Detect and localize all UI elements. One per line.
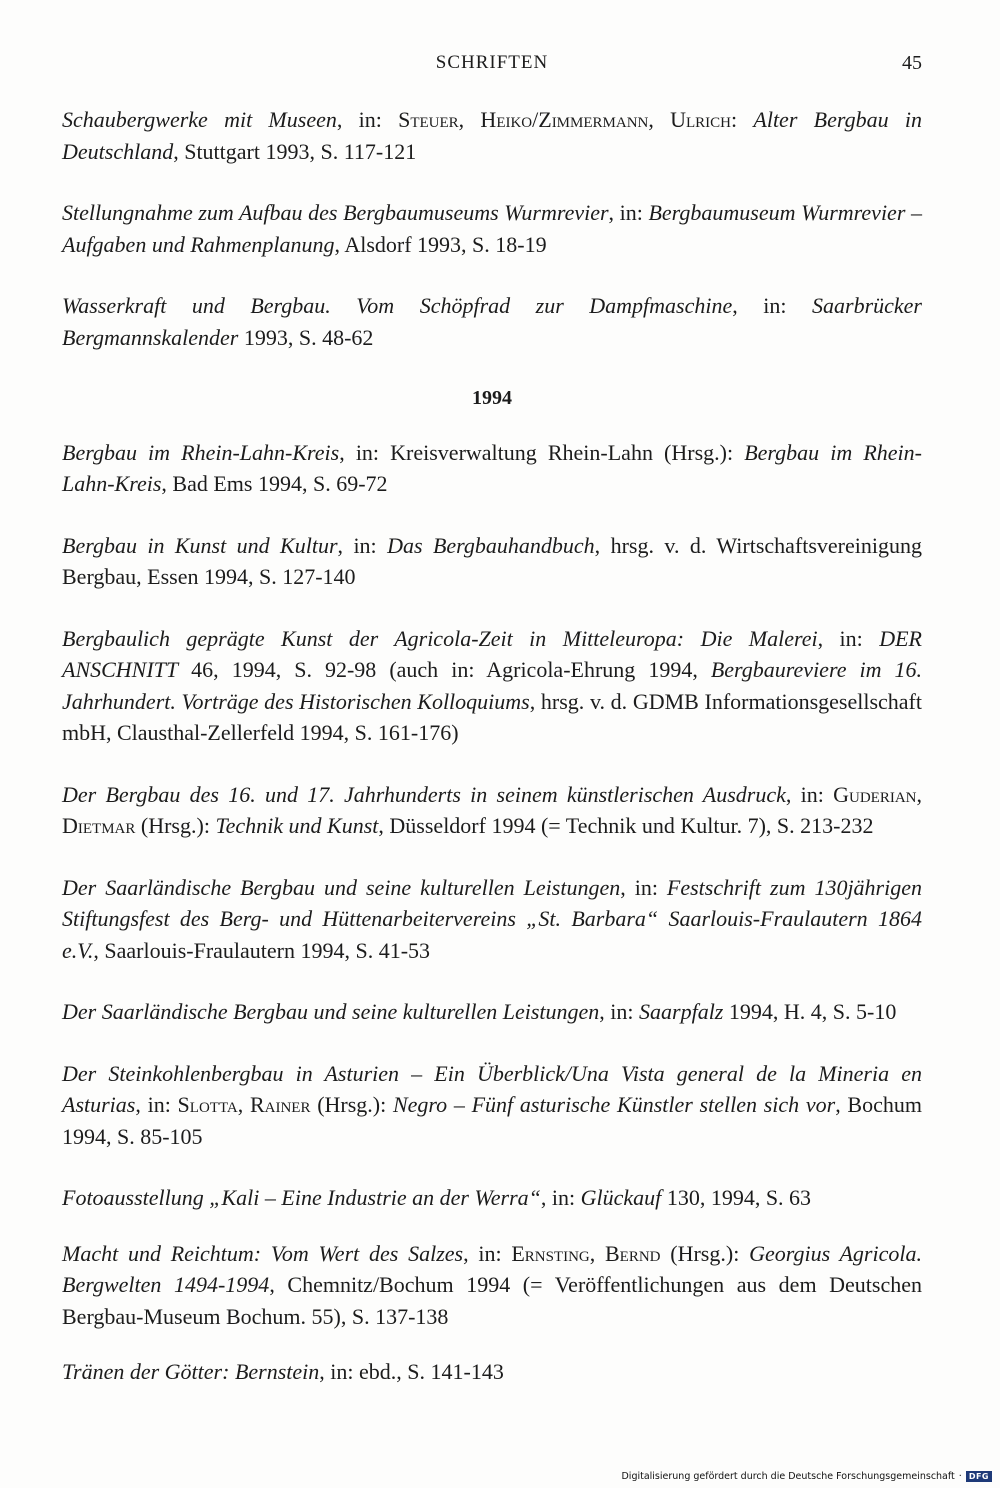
publication-title: Negro – Fünf asturische Künstler stellen sich vor — [392, 1092, 836, 1117]
entry-title: Tränen der Götter: Bernstein — [62, 1359, 320, 1384]
entry-text: , Alsdorf 1993, S. 18-19 — [334, 231, 547, 257]
digitization-footer: Digitalisierung gefördert durch die Deutsche Forschungsgemeinschaft · DFG — [621, 1471, 992, 1482]
author-name: Ernsting, Bernd — [511, 1240, 661, 1266]
publication-title: Alter Bergbau in Deutschland — [62, 107, 922, 164]
bibliography-entry — [62, 104, 922, 167]
entry-title: Schaubergwerke mit Museen — [62, 107, 337, 132]
running-head: SCHRIFTEN — [435, 52, 549, 73]
bibliography-entry — [62, 1356, 922, 1388]
entry-text: (Hrsg.): — [660, 1240, 750, 1266]
bibliography-entry — [62, 1182, 922, 1214]
entry-text: 46, 1994, S. 92-98 (auch in: Agricola-Ehrung 1994, — [178, 657, 711, 682]
bibliography-entry — [62, 290, 922, 353]
bibliography-entry — [62, 1058, 922, 1153]
page-number: 45 — [902, 52, 922, 74]
entry-title: Bergbau in Kunst und Kultur — [62, 532, 338, 558]
entry-text: , in: — [608, 200, 649, 225]
bibliography-content — [62, 104, 922, 1418]
entry-title: Bergbaulich geprägte Kunst der Agricola-Zeit in Mitteleuropa: Die Malerei — [62, 625, 818, 651]
entry-title: Stellungnahme zum Aufbau des Bergbaumuseums Wurmrevier — [62, 200, 609, 225]
entry-text: , Chemnitz/Bochum 1994 (= Veröffentlichungen aus dem Deutschen Bergbau-Museum Bochum. 55), S. 137-138 — [62, 1272, 923, 1329]
entry-text: , in: — [336, 107, 399, 132]
publication-title: Technik und Kunst — [215, 813, 379, 838]
entry-text: , in: — [599, 999, 640, 1024]
entry-title: Der Saarländische Bergbau und seine kulturellen Leistungen — [62, 999, 600, 1024]
entry-text: , in: Kreisverwaltung Rhein-Lahn (Hrsg.): — [339, 439, 745, 465]
entry-text: , in: — [540, 1185, 581, 1210]
entry-text: , Saarlouis-Fraulautern 1994, S. 41-53 — [93, 937, 431, 963]
dfg-logo-icon: DFG — [966, 1471, 992, 1482]
footer-text: Digitalisierung gefördert durch die Deutsche Forschungsgemeinschaft — [621, 1471, 955, 1482]
entry-text: (Hrsg.): — [135, 813, 216, 838]
entry-title: Macht und Reichtum: Vom Wert des Salzes — [62, 1240, 464, 1266]
entry-text: 1993, S. 48-62 — [238, 324, 374, 350]
entry-text: , in: — [135, 1092, 178, 1117]
entry-title: Bergbau im Rhein-Lahn-Kreis — [62, 439, 340, 465]
bibliography-entry — [62, 197, 922, 260]
entry-text: , in: — [817, 625, 880, 651]
bibliography-entry — [62, 530, 922, 593]
entry-text: , in: — [620, 874, 667, 900]
entry-text: : — [731, 107, 754, 132]
bibliography-entry — [62, 872, 922, 967]
entry-text: , in: — [732, 293, 813, 318]
entry-text: , in: ebd., S. 141-143 — [319, 1359, 504, 1384]
publication-title: Glückauf — [580, 1185, 662, 1210]
author-name: Guderian, Dietmar — [62, 781, 922, 838]
entry-text: 130, 1994, S. 63 — [661, 1185, 812, 1210]
publication-title: Saarpfalz — [639, 999, 724, 1024]
bibliography-entry — [62, 1238, 922, 1333]
entry-text: , in: — [785, 781, 834, 807]
publication-title: Saarbrücker Bergmannskalender — [62, 293, 922, 350]
entry-text: (Hrsg.): — [310, 1092, 393, 1117]
publication-title: Festschrift zum 130jährigen Stiftungsfest des Berg- und Hüttenarbeitervereins „St. Barbara“ Saarlouis-Fraulautern 1864 e.V. — [62, 874, 922, 963]
entry-text: , Bad Ems 1994, S. 69-72 — [161, 471, 388, 496]
page-header — [62, 52, 922, 82]
entry-title: Der Bergbau des 16. und 17. Jahrhunderts in seinem künstlerischen Ausdruck — [62, 781, 786, 807]
entry-text: , Düsseldorf 1994 (= Technik und Kultur. 7), S. 213-232 — [378, 813, 874, 838]
entry-text: , in: — [337, 532, 388, 558]
bibliography-entry — [62, 779, 922, 842]
bibliography-entry — [62, 996, 922, 1028]
entry-text: , Bochum 1994, S. 85-105 — [62, 1092, 922, 1149]
entry-text: , in: — [463, 1240, 512, 1266]
author-name: Slotta, Rainer — [177, 1092, 311, 1117]
publication-title: Bergbaumuseum Wurmrevier – Aufgaben und Rahmenplanung — [62, 200, 922, 257]
publication-title: Georgius Agricola. Bergwelten 1494-1994 — [62, 1240, 922, 1297]
entry-text: , Stuttgart 1993, S. 117-121 — [173, 138, 417, 164]
author-name: Steuer, Heiko/Zimmermann, Ulrich — [398, 107, 732, 132]
bibliography-entry — [62, 623, 922, 749]
year-heading: 1994 — [472, 387, 512, 409]
publication-title: Bergbaureviere im 16. Jahrhundert. Vorträge des Historischen Kolloquiums — [62, 657, 922, 714]
entry-title: Wasserkraft und Bergbau. Vom Schöpfrad zur Dampfmaschine — [62, 293, 733, 318]
entry-text: , hrsg. v. d. Wirtschaftsvereinigung Bergbau, Essen 1994, S. 127-140 — [62, 532, 922, 589]
publication-title: Das Bergbauhandbuch — [387, 532, 595, 558]
publication-title: DER ANSCHNITT — [62, 625, 922, 682]
entry-title: Fotoausstellung „Kali – Eine Industrie an der Werra“ — [62, 1185, 541, 1210]
bibliography-entry — [62, 437, 922, 500]
entry-title: Der Saarländische Bergbau und seine kulturellen Leistungen — [62, 874, 621, 900]
entry-title: Der Steinkohlenbergbau in Asturien – Ein Überblick/Una Vista general de la Mineria en Asturias — [62, 1060, 922, 1117]
entry-text: 1994, H. 4, S. 5-10 — [723, 999, 897, 1024]
entry-text: , hrsg. v. d. GDMB Informationsgesellschaft mbH, Clausthal-Zellerfeld 1994, S. 161-176) — [62, 688, 922, 745]
publication-title: Bergbau im Rhein-Lahn-Kreis — [62, 439, 922, 496]
